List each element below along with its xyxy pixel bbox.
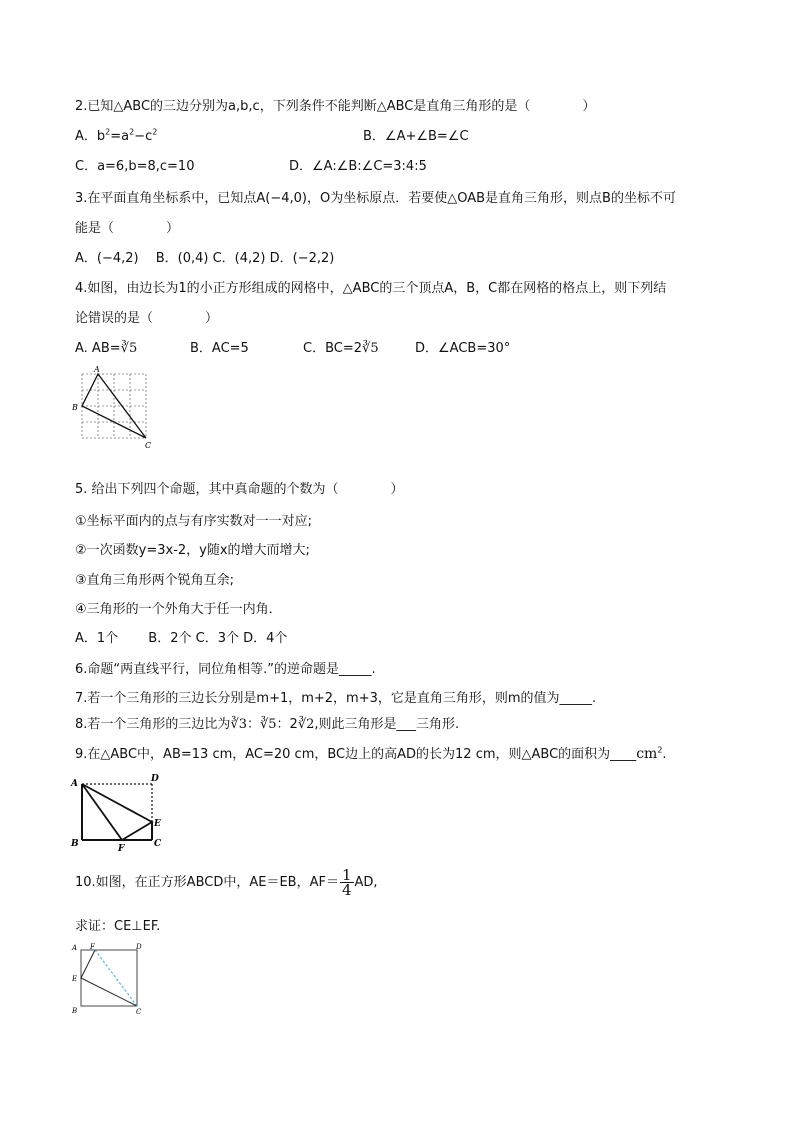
q4-option-a-radicand: 5 (128, 341, 138, 356)
q5-item-3: ③直角三角形两个锐角互余; (75, 573, 235, 588)
q2-option-d: D．∠A:∠B:∠C=3:4:5 (289, 159, 427, 174)
q8-radical-3: ∛2 (297, 717, 315, 732)
fold-triangle (82, 784, 152, 840)
q7-text: 7.若一个三角形的三边长分别是m+1，m+2，m+3，它是直角三角形，则m的值为_____. (75, 691, 597, 706)
q9-stem: 9.在△ABC中，AB=13 cm，AC=20 cm，BC边上的高AD的长为12 cm，则△ABC的面积为____ (75, 747, 637, 762)
q8-sep-1: ： (246, 717, 260, 732)
q4-options (75, 340, 635, 358)
q10-fraction-den: 4 (341, 881, 352, 899)
q4-option-a-text: A. AB= (75, 341, 121, 356)
q10-pre: 10.如图，在正方形ABCD中，AE＝EB，AF＝ (75, 875, 339, 890)
q2-options-row1 (75, 128, 695, 146)
fig2-label-f: F (90, 943, 95, 951)
q10-dashed-fc (95, 950, 137, 1006)
q5-item-4: ④三角形的一个外角大于任一内角． (75, 602, 282, 617)
q5-stem: 5. 给出下列四个命题，其中真命题的个数为（ ） (75, 482, 404, 497)
q9-unit-exp: 2 (657, 745, 663, 755)
q2-option-a-exp3: 2 (152, 127, 158, 137)
q4-label-b: B (72, 403, 78, 412)
q4-label-c: C (145, 441, 152, 450)
q4-option-a (75, 341, 137, 356)
q4-stem-line1: 4.如图，由边长为1的小正方形组成的网格中，△ABC的三个顶点A，B，C都在网格的格点上，则下列结 (75, 281, 667, 296)
fig1-label-a: A (71, 779, 78, 789)
q3-stem-line1: 3.在平面直角坐标系中，已知点A(−4,0)，O为坐标原点．若要使△OAB是直角三角形，则点B的坐标不可 (75, 191, 676, 206)
q8-radical-1: ∛3 (230, 717, 247, 732)
q2-option-a-minus: − (134, 129, 146, 144)
fig2-label-b: B (72, 1007, 78, 1015)
q10-segments (81, 950, 137, 1006)
q4-grid-figure (70, 364, 160, 454)
q8-text (75, 716, 459, 734)
fig2-label-d: D (136, 943, 142, 951)
fig2-label-e: E (72, 975, 78, 983)
q2-option-b: B．∠A+∠B=∠C (363, 129, 469, 144)
q4-label-a: A (94, 365, 100, 374)
fig1-label-e: E (154, 819, 161, 829)
q2-option-a-c: c (145, 129, 153, 144)
q2-option-a-exp1: 2 (105, 127, 111, 137)
q4-option-b: B．AC=5 (190, 341, 249, 356)
q9-unit: cm (636, 746, 658, 762)
q3-options: A．(−4,2) B．(0,4) C．(4,2) D．(−2,2) (75, 251, 335, 266)
fig1-label-f: F (118, 844, 125, 852)
q4-option-c-text: C．BC=2 (303, 341, 363, 356)
q8-radical-2: ∛5 (259, 717, 277, 732)
q2-option-c: C．a=6,b=8,c=10 (75, 159, 195, 174)
q5-item-2: ②一次函数y=3x-2，y随x的增大而增大; (75, 543, 310, 558)
q10-prove: 求证：CE⊥EF. (75, 919, 161, 934)
q4-option-c-radicand: 5 (370, 341, 379, 356)
q8-sep-2: ：2 (276, 717, 298, 732)
q3-stem-line2: 能是（ ） (75, 221, 180, 236)
q8-post: ,则此三角形是___三角形. (314, 717, 460, 732)
q5-options: A．1个 B．2个 C．3个 D．4个 (75, 631, 288, 646)
q2-option-a-label: A． (75, 129, 97, 144)
square-figure-2 (70, 942, 150, 1016)
q2-option-a-eq: = (110, 129, 122, 144)
q4-option-d: D．∠ACB=30° (415, 341, 511, 356)
fig2-label-a: A (72, 944, 78, 952)
q2-option-a-a: a (121, 129, 130, 144)
q6-text: 6.命题“两直线平行，同位角相等.”的逆命题是_____. (75, 662, 376, 677)
fig1-label-b: B (71, 839, 79, 849)
q8-pre: 8.若一个三角形的三边比为 (75, 717, 231, 732)
fig1-label-c: C (154, 839, 162, 849)
q10-fraction-num: 1 (341, 866, 352, 884)
q10-post: AD, (354, 875, 378, 890)
q5-item-1: ①坐标平面内的点与有序实数对一一对应; (75, 514, 313, 529)
q2-option-a-b: b (96, 129, 106, 144)
fig2-label-c: C (136, 1008, 142, 1016)
q4-option-a-radical: ∛ (120, 341, 129, 356)
square-figure-1 (68, 772, 168, 852)
q9-text (75, 745, 667, 764)
q4-option-c-radical: ∛ (362, 341, 371, 356)
fig1-label-d: D (151, 774, 159, 784)
q4-stem-line2: 论错误的是（ ） (75, 311, 219, 326)
q2-stem: 2.已知△ABC的三边分别为a,b,c，下列条件不能判断△ABC是直角三角形的是（ ） (75, 99, 596, 114)
q2-option-a-exp2: 2 (129, 127, 135, 137)
q2-options-row2 (75, 158, 695, 176)
q10-text (75, 868, 378, 898)
q4-option-c (303, 340, 379, 358)
q9-end: . (662, 747, 667, 762)
q10-fraction (340, 868, 354, 897)
